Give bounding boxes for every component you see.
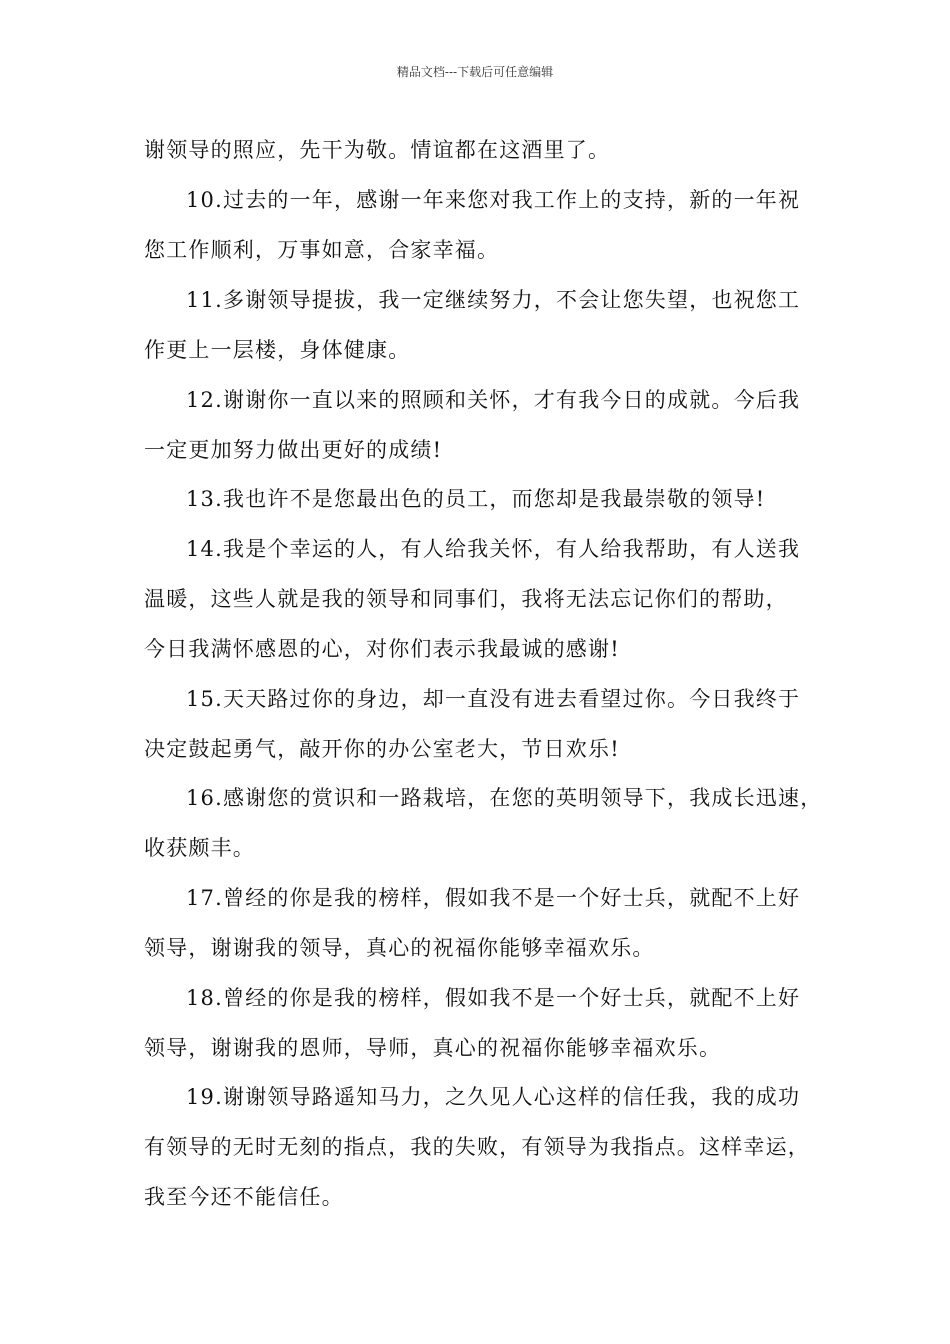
paragraph-line: 17.曾经的你是我的榜样，假如我不是一个好士兵，就配不上好 (186, 886, 801, 910)
text-line: 您工作顺利，万事如意，合家幸福。 (144, 238, 500, 262)
text-line: 领导，谢谢我的领导，真心的祝福你能够幸福欢乐。 (144, 936, 655, 960)
paragraph-line: 16.感谢您的赏识和一路栽培，在您的英明领导下，我成长迅速， (186, 786, 823, 810)
text-line: 今日我满怀感恩的心，对你们表示我最诚的感谢! (144, 637, 620, 661)
text-line: 收获颇丰。 (144, 836, 255, 860)
paragraph-line: 12.谢谢你一直以来的照顾和关怀，才有我今日的成就。今后我 (186, 388, 801, 412)
paragraph-line: 19.谢谢领导路遥知马力，之久见人心这样的信任我，我的成功 (186, 1085, 801, 1109)
text-line: 决定鼓起勇气，敲开你的办公室老大，节日欢乐! (144, 737, 620, 761)
paragraph-line: 18.曾经的你是我的榜样，假如我不是一个好士兵，就配不上好 (186, 986, 801, 1010)
paragraph-line: 15.天天路过你的身边，却一直没有进去看望过你。今日我终于 (186, 687, 801, 711)
text-line: 一定更加努力做出更好的成绩! (144, 438, 443, 462)
text-line: 有领导的无时无刻的指点，我的失败，有领导为我指点。这样幸运， (144, 1135, 810, 1159)
text-line: 我至今还不能信任。 (144, 1185, 344, 1209)
paragraph-line: 11.多谢领导提拔，我一定继续努力，不会让您失望，也祝您工 (186, 288, 801, 312)
text-line: 作更上一层楼，身体健康。 (144, 338, 411, 362)
paragraph-line: 14.我是个幸运的人，有人给我关怀，有人给我帮助，有人送我 (186, 537, 801, 561)
paragraph-line: 13.我也许不是您最出色的员工，而您却是我最崇敬的领导! (186, 487, 766, 511)
text-line: 谢领导的照应，先干为敬。情谊都在这酒里了。 (144, 138, 611, 162)
page-header: 精品文档---下载后可任意编辑 (396, 65, 554, 79)
text-line: 温暖，这些人就是我的领导和同事们，我将无法忘记你们的帮助， (144, 587, 788, 611)
text-line: 领导，谢谢我的恩师，导师，真心的祝福你能够幸福欢乐。 (144, 1036, 722, 1060)
paragraph-line: 10.过去的一年，感谢一年来您对我工作上的支持，新的一年祝 (186, 188, 801, 212)
